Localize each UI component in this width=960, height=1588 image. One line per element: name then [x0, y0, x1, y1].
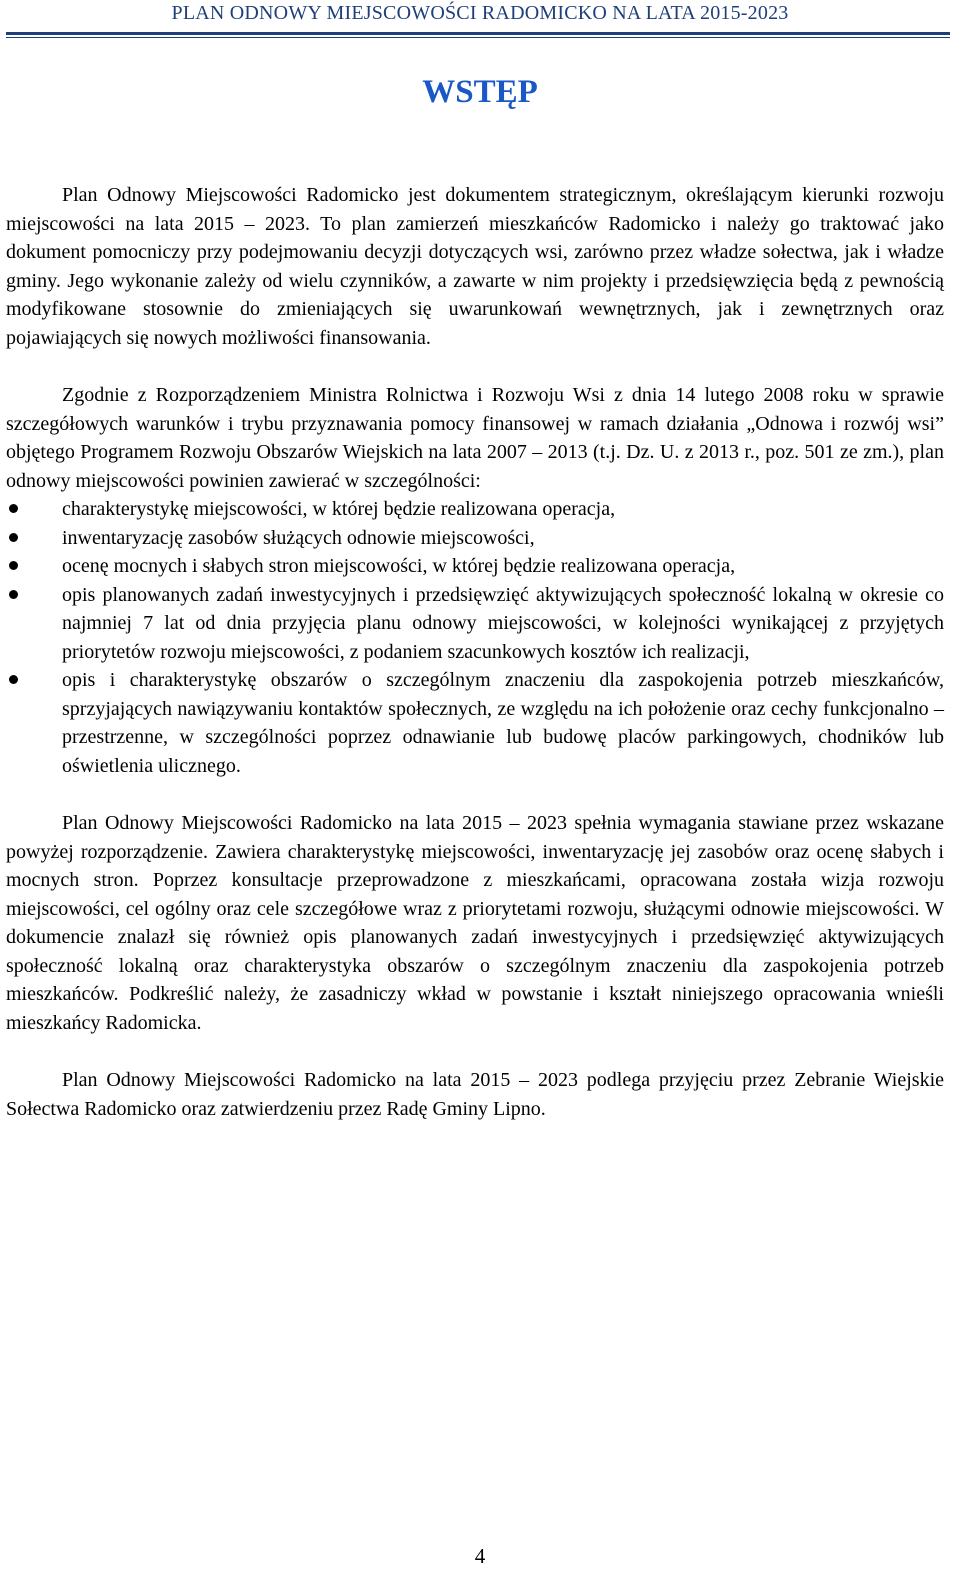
list-item: opis planowanych zadań inwestycyjnych i przedsięwzięć aktywizujących społeczność lokalną w okresie co najmniej 7 lat od dnia przyjęcia planu odnowy miejscowości, w kolejności wynikającej z przyjętych priorytetów rozwoju miejscowości, z podaniem szacunkowych kosztów ich realizacji, [6, 581, 944, 667]
bullet-icon [9, 533, 18, 542]
bullet-icon [9, 590, 18, 599]
page-number: 4 [474, 1544, 486, 1568]
list-item: inwentaryzację zasobów służących odnowie miejscowości, [6, 524, 944, 553]
list-item: opis i charakterystykę obszarów o szczególnym znaczeniu dla zaspokojenia potrzeb mieszkańców, sprzyjających nawiązywaniu kontaktów społecznych, ze względu na ich położenie oraz cechy funkcjonalno – przestrzenne, w szczególności poprzez odnawianie lub budowę placów parkingowych, chodników lub oświetlenia ulicznego. [6, 666, 944, 780]
section-title: WSTĘP [422, 74, 538, 110]
bullet-icon [9, 504, 18, 513]
document-body [6, 181, 944, 1123]
header-rule [6, 32, 950, 35]
list-item: ocenę mocnych i słabych stron miejscowości, w której będzie realizowana operacja, [6, 552, 944, 581]
requirements-list [6, 495, 944, 780]
paragraph-summary: Plan Odnowy Miejscowości Radomicko na lata 2015 – 2023 spełnia wymagania stawiane przez wskazane powyżej rozporządzenie. Zawiera charakterystykę miejscowości, inwentaryzację jej zasobów oraz ocenę słabych i mocnych stron. Poprzez konsultacje przeprowadzone z mieszkańcami, opracowana została wizja rozwoju miejscowości, cel ogólny oraz cele szczegółowe wraz z priorytetami rozwoju, służącymi odnowie miejscowości. W dokumencie znalazł się również opis planowanych zadań inwestycyjnych i przedsięwzięć aktywizujących społeczność lokalną oraz charakterystyka obszarów o szczególnym znaczeniu dla zaspokojenia potrzeb mieszkańców. Podkreślić należy, że zasadniczy wkład w powstanie i kształt niniejszego opracowania wnieśli mieszkańcy Radomicka. [6, 812, 944, 1034]
running-header: PLAN ODNOWY MIEJSCOWOŚCI RADOMICKO NA LATA 2015-2023 [171, 2, 789, 24]
paragraph-adoption: Plan Odnowy Miejscowości Radomicko na lata 2015 – 2023 podlega przyjęciu przez Zebranie Wiejskie Sołectwa Radomicko oraz zatwierdzeniu przez Radę Gminy Lipno. [6, 1069, 944, 1120]
list-item: charakterystykę miejscowości, w której będzie realizowana operacja, [6, 495, 944, 524]
bullet-icon [9, 561, 18, 570]
paragraph-regulation: Zgodnie z Rozporządzeniem Ministra Rolnictwa i Rozwoju Wsi z dnia 14 lutego 2008 roku w sprawie szczegółowych warunków i trybu przyznawania pomocy finansowej w ramach działania „Odnowa i rozwój wsi” objętego Programem Rozwoju Obszarów Wiejskich na lata 2007 – 2013 (t.j. Dz. U. z 2013 r., poz. 501 ze zm.), plan odnowy miejscowości powinien zawierać w szczególności: [6, 384, 944, 492]
bullet-icon [9, 675, 18, 684]
paragraph-intro: Plan Odnowy Miejscowości Radomicko jest dokumentem strategicznym, określającym kierunki rozwoju miejscowości na lata 2015 – 2023. To plan zamierzeń mieszkańców Radomicko i należy go traktować jako dokument pomocniczy przy podejmowaniu decyzji dotyczących wsi, zarówno przez władze sołectwa, jak i władze gminy. Jego wykonanie zależy od wielu czynników, a zawarte w nim projekty i przedsięwzięcia będą z pewnością modyfikowane stosownie do zmieniających się uwarunkowań wewnętrznych, jak i zewnętrznych oraz pojawiających się nowych możliwości finansowania. [6, 184, 944, 349]
header-rule-thin [6, 37, 950, 38]
